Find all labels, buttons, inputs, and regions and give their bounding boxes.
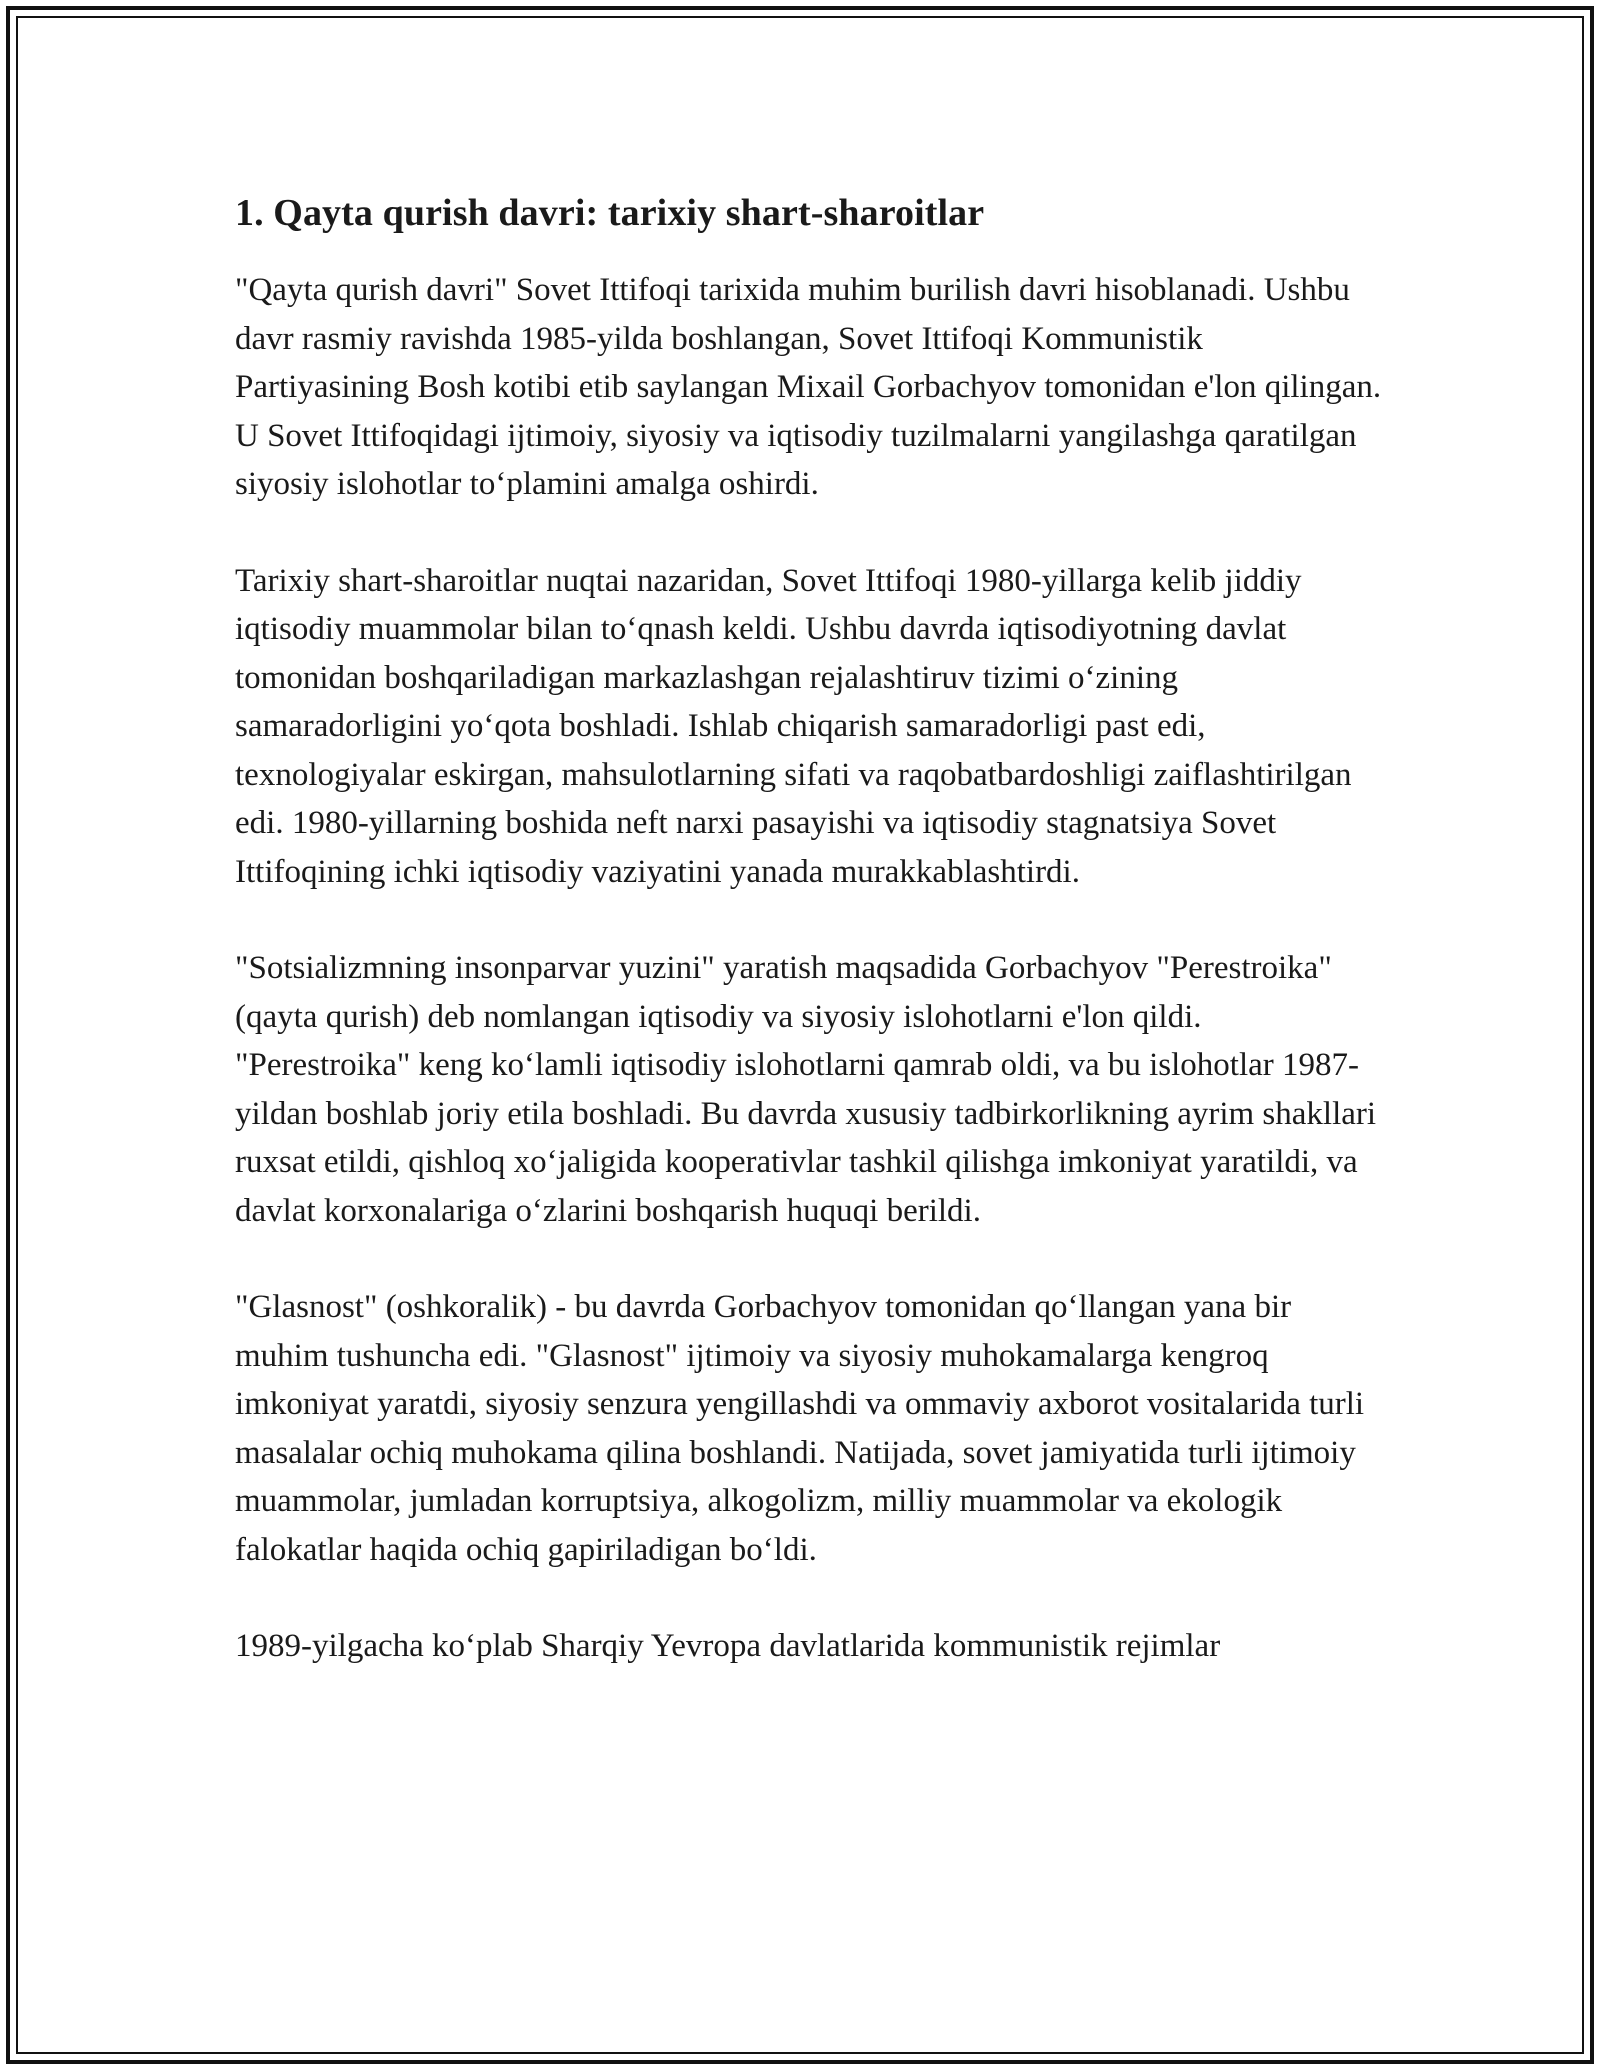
paragraph-historical-conditions: Tarixiy shart-sharoitlar nuqtai nazaridan, Sovet Ittifoqi 1980-yillarga kelib jiddiy iqtisodiy muammolar bilan to‘qnash keldi. Ushbu davrda iqtisodiyotning davlat tomonidan boshqariladigan markazlashgan rejalashtiruv tizimi o‘zining samaradorligini yo‘qota boshladi. Ishlab chiqarish samaradorligi past edi, texnologiyalar eskirgan, mahsulotlarning sifati va raqobatbardoshligi zaiflashtirilgan edi. 1980-yillarning boshida neft narxi pasayishi va iqtisodiy stagnatsiya Sovet Ittifoqining ichki iqtisodiy vaziyatini yanada murakkablashtirdi. <box>235 562 1352 890</box>
document-body <box>235 186 1385 1719</box>
paragraph-intro: "Qayta qurish davri" Sovet Ittifoqi tarixida muhim burilish davri hisoblanadi. Ushbu davr rasmiy ravishda 1985-yilda boshlangan, Sovet Ittifoqi Kommunistik Partiyasining Bosh kotibi etib saylangan Mixail Gorbachyov tomonidan e'lon qilingan. U Sovet Ittifoqidagi ijtimoiy, siyosiy va iqtisodiy tuzilmalarni yangilashga qaratilgan siyosiy islohotlar to‘plamini amalga oshirdi. <box>235 272 1382 502</box>
paragraph-perestroika: "Sotsializmning insonparvar yuzini" yaratish maqsadida Gorbachyov "Perestroika" (qayta qurish) deb nomlangan iqtisodiy va siyosiy islohotlarni e'lon qildi. "Perestroika" keng ko‘lamli iqtisodiy islohotlarni qamrab oldi, va bu islohotlar 1987-yildan boshlab joriy etila boshladi. Bu davrda xususiy tadbirkorlikning ayrim shakllari ruxsat etildi, qishloq xo‘jaligida kooperativlar tashkil qilishga imkoniyat yaratildi, va davlat korxonalariga o‘zlarini boshqarish huquqi berildi. <box>235 950 1377 1229</box>
paragraph-eastern-europe: 1989-yilgacha ko‘plab Sharqiy Yevropa davlatlarida kommunistik rejimlar <box>235 1628 1221 1664</box>
paragraph-glasnost: "Glasnost" (oshkoralik) - bu davrda Gorbachyov tomonidan qo‘llangan yana bir muhim tushuncha edi. "Glasnost" ijtimoiy va siyosiy muhokamalarga kengroq imkoniyat yaratdi, siyosiy senzura yengillashdi va ommaviy axborot vositalarida turli masalalar ochiq muhokama qilina boshlandi. Natijada, sovet jamiyatida turli ijtimoiy muammolar, jumladan korruptsiya, alkogolizm, milliy muammolar va ekologik falokatlar haqida ochiq gapiriladigan bo‘ldi. <box>235 1289 1365 1568</box>
section-heading: 1. Qayta qurish davri: tarixiy shart-sharoitlar <box>235 192 985 234</box>
